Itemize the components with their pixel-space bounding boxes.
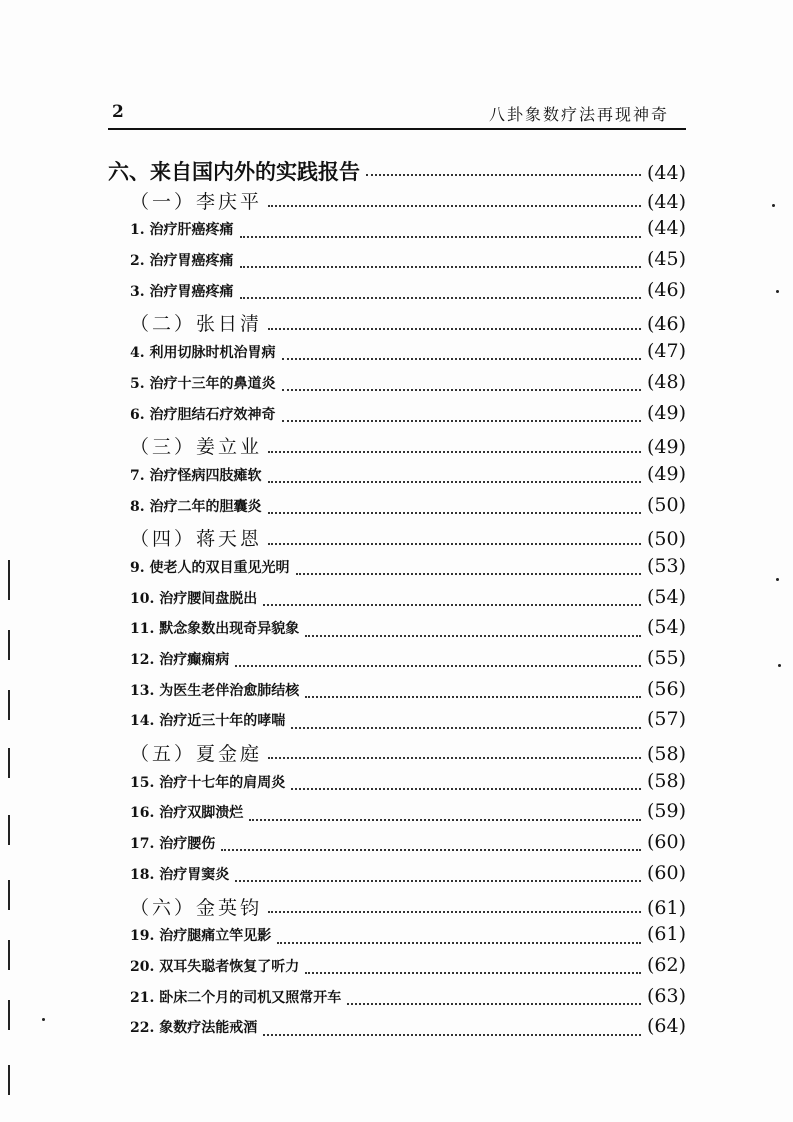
scan-speck	[778, 664, 781, 667]
toc-section	[108, 309, 686, 340]
toc-entry	[108, 862, 686, 893]
toc-page-number: (46)	[646, 278, 686, 301]
toc-entry	[108, 555, 686, 586]
dot-leader	[305, 635, 641, 637]
dot-leader	[291, 727, 641, 729]
toc-entry	[108, 248, 686, 279]
dot-leader	[282, 420, 641, 422]
dot-leader	[347, 1003, 641, 1005]
toc-entry	[108, 402, 686, 433]
toc-label: 5. 治疗十三年的鼻道炎	[130, 375, 276, 392]
toc-label: （二）张日清	[130, 313, 263, 336]
toc-page-number: (54)	[646, 585, 686, 608]
scan-artifact-line	[8, 880, 10, 910]
toc-entry	[108, 217, 686, 248]
toc-label: 22. 象数疗法能戒酒	[130, 1020, 258, 1037]
dot-leader	[240, 236, 641, 238]
toc-page-number: (64)	[646, 1015, 686, 1038]
toc-label: 14. 治疗近三十年的哮喘	[130, 713, 286, 730]
toc-entry	[108, 616, 686, 647]
toc-page-number: (61)	[646, 923, 686, 946]
toc-entry	[108, 770, 686, 801]
dot-leader	[296, 573, 641, 575]
dot-leader	[268, 757, 641, 759]
scan-artifact-line	[8, 630, 10, 660]
toc-label: 7. 治疗怪病四肢瘫软	[130, 467, 262, 484]
toc-entry	[108, 923, 686, 954]
dot-leader	[366, 174, 641, 176]
scan-artifact-line	[8, 1000, 10, 1030]
toc-page-number: (57)	[646, 708, 686, 731]
toc-entry	[108, 371, 686, 402]
toc-page-number: (60)	[646, 861, 686, 884]
toc-label: （六）金英钧	[130, 896, 263, 919]
toc-label: 18. 治疗胃窦炎	[130, 866, 230, 883]
toc-entry	[108, 800, 686, 831]
toc-page-number: (49)	[646, 436, 686, 459]
toc-page-number: (62)	[646, 953, 686, 976]
scan-speck	[42, 1018, 45, 1021]
dot-leader	[282, 358, 641, 360]
dot-leader	[305, 696, 641, 698]
toc-entry	[108, 279, 686, 310]
toc-page-number: (53)	[646, 554, 686, 577]
scan-artifact-line	[8, 560, 10, 600]
toc-page-number: (48)	[646, 370, 686, 393]
dot-leader	[277, 942, 641, 944]
toc-entry	[108, 586, 686, 617]
toc-entry	[108, 708, 686, 739]
toc-page-number: (61)	[646, 896, 686, 919]
running-title: 八卦象数疗法再现神奇	[488, 105, 669, 124]
scan-artifact-line	[8, 690, 10, 720]
toc-entry	[108, 647, 686, 678]
dot-leader	[268, 328, 641, 330]
dot-leader	[268, 451, 641, 453]
toc-label: 21. 卧床二个月的司机又照常开车	[130, 989, 342, 1006]
toc-entry	[108, 985, 686, 1016]
toc-page-number: (59)	[646, 800, 686, 823]
toc-entry	[108, 463, 686, 494]
header-rule	[108, 128, 686, 130]
dot-leader	[235, 665, 641, 667]
toc-label: 4. 利用切脉时机治胃病	[130, 345, 276, 362]
toc-entry	[108, 494, 686, 525]
toc-label: 17. 治疗腰伤	[130, 836, 216, 853]
toc-page-number: (55)	[646, 647, 686, 669]
toc-page-number: (44)	[646, 190, 686, 213]
dot-leader	[235, 880, 641, 882]
toc-section	[108, 432, 686, 463]
toc-label: 11. 默念象数出现奇异貌象	[130, 621, 300, 638]
dot-leader	[268, 543, 641, 545]
toc-section	[108, 893, 686, 924]
toc-label: 1. 治疗肝癌疼痛	[130, 222, 234, 239]
toc-page-number: (56)	[646, 677, 686, 700]
toc-page-number: (60)	[646, 831, 686, 854]
scan-artifact-line	[8, 815, 10, 845]
toc-page-number: (58)	[646, 743, 686, 766]
toc-entry	[108, 1015, 686, 1046]
toc-label: 16. 治疗双脚溃烂	[130, 805, 244, 822]
dot-leader	[240, 297, 641, 299]
toc-label: 20. 双耳失聪者恢复了听力	[130, 958, 300, 975]
toc-page-number: (50)	[646, 528, 686, 551]
toc-entry	[108, 678, 686, 709]
toc-page-number: (44)	[646, 162, 686, 184]
dot-leader	[263, 1034, 641, 1036]
dot-leader	[249, 819, 641, 821]
toc-label: （五）夏金庭	[130, 743, 263, 766]
toc-entry	[108, 954, 686, 985]
scan-artifact-line	[8, 748, 10, 778]
dot-leader	[268, 911, 641, 913]
toc-label: 10. 治疗腰间盘脱出	[130, 590, 258, 607]
scan-speck	[772, 204, 775, 207]
toc-page-number: (46)	[646, 313, 686, 336]
dot-leader	[268, 512, 641, 514]
dot-leader	[282, 389, 641, 391]
dot-leader	[221, 849, 641, 851]
toc-label: 13. 为医生老伴治愈肺结核	[130, 682, 300, 699]
toc-page-number: (54)	[646, 616, 686, 639]
toc-label: （三）姜立业	[130, 436, 263, 459]
toc-label: 2. 治疗胃癌疼痛	[130, 253, 234, 270]
scan-artifact-line	[8, 1065, 10, 1095]
scan-speck	[776, 290, 779, 293]
toc-page-number: (47)	[646, 340, 686, 363]
dot-leader	[263, 604, 641, 606]
toc-page-number: (45)	[646, 248, 686, 271]
toc-page-number: (49)	[646, 401, 686, 424]
toc-section	[108, 739, 686, 770]
toc-page-number: (44)	[646, 217, 686, 240]
dot-leader	[268, 481, 641, 483]
toc-label: 6. 治疗胆结石疗效神奇	[130, 406, 276, 423]
toc-section	[108, 524, 686, 555]
toc-label: （一）李庆平	[130, 190, 263, 213]
toc-label: 8. 治疗二年的胆囊炎	[130, 498, 262, 515]
dot-leader	[268, 205, 641, 207]
toc-label: （四）蒋天恩	[130, 528, 263, 551]
toc-page-number: (63)	[646, 984, 686, 1007]
toc-label: 19. 治疗腿痛立竿见影	[130, 928, 272, 945]
page-number: 2	[112, 102, 124, 122]
toc-label: 六、来自国内外的实践报告	[108, 159, 360, 184]
dot-leader	[305, 972, 641, 974]
dot-leader	[291, 788, 641, 790]
toc-label: 15. 治疗十七年的肩周炎	[130, 774, 286, 791]
table-of-contents	[108, 156, 686, 1046]
toc-label: 12. 治疗癫痫病	[130, 652, 230, 668]
toc-label: 9. 使老人的双目重见光明	[130, 559, 290, 576]
toc-page-number: (49)	[646, 462, 686, 485]
toc-page-number: (50)	[646, 493, 686, 516]
scan-speck	[776, 578, 779, 581]
dot-leader	[240, 266, 641, 268]
toc-label: 3. 治疗胃癌疼痛	[130, 283, 234, 300]
scan-artifact-line	[8, 940, 10, 970]
toc-section	[108, 187, 686, 218]
toc-page-number: (58)	[646, 769, 686, 792]
toc-chapter	[108, 156, 686, 187]
toc-entry	[108, 831, 686, 862]
toc-entry	[108, 340, 686, 371]
